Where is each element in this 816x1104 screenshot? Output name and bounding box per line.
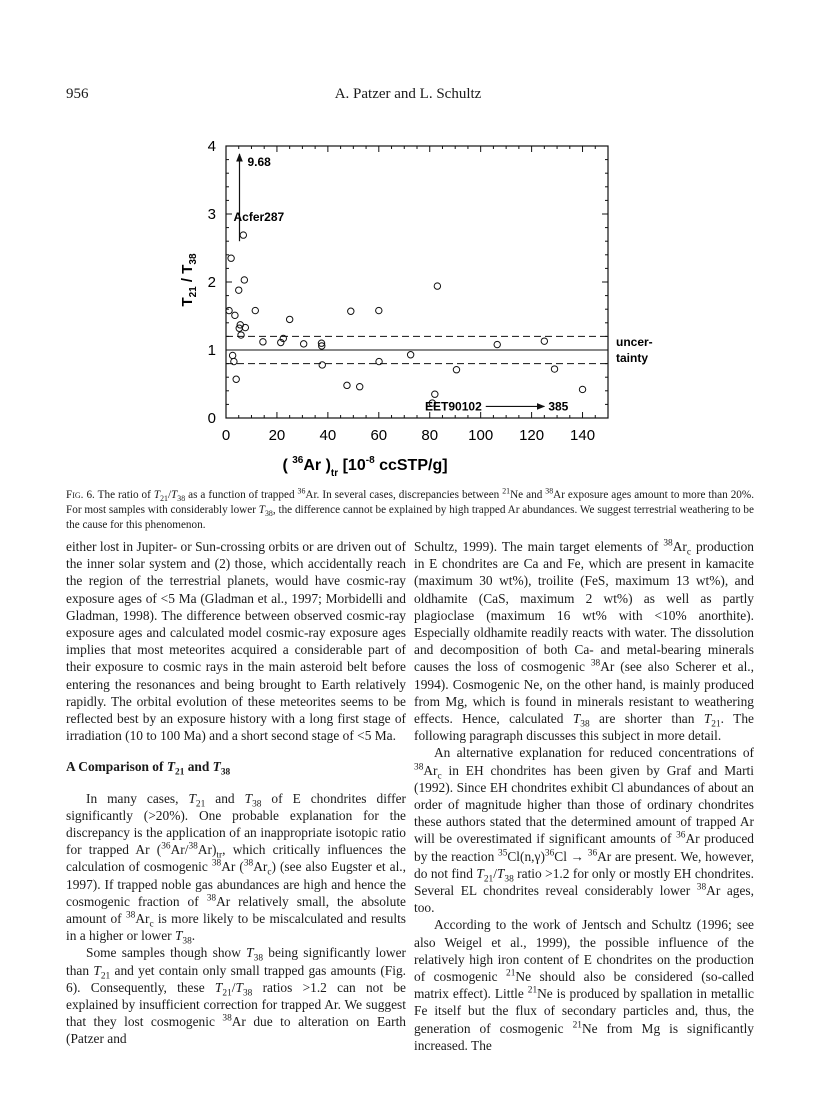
y-label-sep: / T [179, 264, 196, 287]
y-label-sub-1: 21 [188, 286, 199, 298]
x-tick-label: 0 [221, 427, 231, 444]
data-point [241, 277, 247, 283]
x-label-main: Ar ) [303, 457, 331, 474]
data-point [231, 358, 237, 364]
figure-6-scatter-plot [160, 132, 680, 480]
y-label-main-1: T [179, 297, 196, 307]
data-point [228, 255, 234, 261]
uncertainty-label-2: tainty [616, 351, 649, 365]
x-tick-label: 140 [570, 427, 596, 444]
plot-frame [226, 146, 608, 418]
data-point [232, 312, 238, 318]
data-point [238, 332, 244, 338]
uncertainty-label-1: uncer- [616, 335, 653, 349]
eet90102-label: EET90102 [425, 399, 482, 414]
x-tick-label: 100 [468, 427, 494, 444]
x-tick-label: 80 [421, 427, 439, 444]
x-label-unit-b: ccSTP/g] [374, 457, 448, 474]
data-point [541, 338, 547, 344]
data-point [233, 376, 239, 382]
x-axis-label [282, 455, 447, 479]
data-point [348, 308, 354, 314]
data-point [242, 324, 248, 330]
x-label-sub: tr [330, 468, 339, 479]
left-column [66, 538, 406, 1048]
data-point [434, 283, 440, 289]
left-paragraph-1: either lost in Jupiter- or Sun-crossing orbits or are driven out of the inner solar system and (2) those, which accidentally reach the region of the terrestrial planets, would have cosmic-ray exposure ages of <5 Ma (Gladman et al., 1997; Morbidelli and Gladman, 1998). The difference between observed cosmic-ray exposure ages and calculated model cosmic-ray exposure ages implies that most meteorites acquired a considerable part of their exposure to cosmic rays in the main asteroid belt before entering the resonances and being brought to Earth relatively rapidly. The orbital evolution of these meteorites seems to be reflected best by an exposure history with a long first stage of irradiation (10 to 100 Ma) and a short second stage of <5 Ma. [66, 539, 406, 744]
y-label-sub-2: 38 [188, 253, 199, 265]
left-paragraph-3: Some samples though show $T_{38}$ being significantly lower than $T_{21}$ and yet contain only small trapped gas amounts (Fig. 6). Consequently, these $T_{21}/T_{38}$ ratios >1.2 can not be explained by insufficient correction for trapped Ar. We suggest that they lost cosmogenic $^{38}$Ar due to alteration on Earth (Patzer and [66, 945, 406, 1047]
acfer287-label: Acfer287 [233, 209, 285, 224]
data-point [376, 307, 382, 313]
data-point [319, 362, 325, 368]
data-point [252, 307, 258, 313]
y-tick-label: 1 [207, 342, 216, 359]
acfer287-value: 9.68 [247, 155, 271, 169]
data-point [260, 339, 266, 345]
data-point [432, 391, 438, 397]
right-paragraph-1: Schultz, 1999). The main target elements of $^{38}Ar_c$ production in E chondrites are Ca and Fe, which are present in kamacite (maximum 30 wt%), troilite (FeS, maximum 13 wt%), and oldhamite (CaS, maximum 2 wt%) as well as partly plagioclase (maximum 16 wt% with <10% anorthite). Especially oldhamite readily reacts with water. The dissolution and decomposition of both Ca- and metal-bearing minerals causes the loss of cosmogenic $^{38}$Ar (see also Scherer et al., 1994). Cosmogenic Ne, on the other hand, is mainly produced from Mg, which is found in minerals resistant to weathering effects. Hence, calculated $T_{38}$ are shorter than $T_{21}$. The following paragraph discusses this subject in more detail. [414, 538, 754, 744]
data-point [579, 386, 585, 392]
data-point [551, 366, 557, 372]
data-point [226, 307, 232, 313]
caption-fig-number: Fig. 6. [66, 489, 95, 501]
data-point [240, 232, 246, 238]
x-tick-label: 20 [268, 427, 286, 444]
right-paragraph-3: According to the work of Jentsch and Schultz (1996; see also Weigel et al., 1999), the possible influence of the relatively high iron content of E chondrites on the production of cosmogenic $^{21}$Ne should also be considered (so-called matrix effect). Little $^{21}$Ne is produced by spallation in metallic Fe itself but the flux of secondary particles and, thus, the generation of cosmogenic $^{21}$Ne from Mg is significantly increased. The [414, 917, 754, 1053]
running-title: A. Patzer and L. Schultz [334, 86, 482, 102]
data-point [236, 287, 242, 293]
page-header [0, 86, 816, 106]
data-point [453, 367, 459, 373]
eet90102-value: 385 [548, 399, 569, 414]
right-paragraph-2: An alternative explanation for reduced concentrations of $^{38}Ar_c$ in EH chondrites has been given by Graf and Marti (1992). Since EH chondrites exhibit Cl abundances of about an order of magnitude higher than those of ordinary chondrites these authors stated that the determined amount of trapped Ar will be overestimated if significant amounts of $^{36}$Ar produced by the reaction $^{35}Cl(n,\gamma)^{36}Cl \to ^{36}Ar$ are present. We, however, do not find $T_{21}/T_{38}$ ratio >1.2 for only or mostly EH chondrites. Several EL chondrites reveal considerably lower $^{38}$Ar ages, too. [414, 745, 754, 916]
right-column [414, 538, 754, 1054]
section-heading: A Comparison of $T_{21}$ and $T_{38}$ [66, 759, 231, 779]
y-tick-label: 2 [207, 274, 216, 291]
data-point [300, 341, 306, 347]
y-axis-label [179, 253, 199, 307]
data-point [376, 358, 382, 364]
y-tick-label: 0 [207, 410, 216, 427]
x-tick-label: 120 [519, 427, 545, 444]
page-number: 956 [66, 86, 89, 102]
data-point [286, 316, 292, 322]
data-point [407, 352, 413, 358]
x-label-prefix: ( [282, 457, 293, 474]
data-point [494, 341, 500, 347]
x-label-sup: 36 [292, 455, 304, 466]
data-point [357, 384, 363, 390]
y-tick-label: 4 [207, 138, 216, 155]
data-point [344, 382, 350, 388]
figure-caption: Fig. 6. The ratio of $T_{21}/T_{38}$ as a function of trapped $^{36}$Ar. In several cases, discrepancies between $^{21}$Ne and $^{38}$Ar exposure ages amount to more than 20%. For most samples with considerably lower $T_{38}$, the difference cannot be explained by high trapped Ar abundances. We suggest terrestrial weathering to be the cause for this phenomenon. [66, 486, 754, 531]
data-point [229, 352, 235, 358]
x-tick-label: 40 [319, 427, 337, 444]
x-label-unit-a: [10 [338, 457, 366, 474]
x-label-unit-sup: -8 [365, 455, 375, 466]
left-paragraph-2: In many cases, $T_{21}$ and $T_{38}$ of E chondrites differ significantly (>20%). One probable explanation for the discrepancy is the application of an inappropriate isotopic ratio for trapped Ar $(^{36}Ar/^{38}Ar)_{tr}$, which critically influences the calculation of cosmogenic $^{38}$Ar $(^{38}Ar_c)$ (see also Eugster et al., 1997). If trapped noble gas abundances are high and hence the cosmogenic fraction of $^{38}$Ar relatively small, the absolute amount of $^{38}Ar_c$ is more likely to be miscalculated and results in a higher or lower $T_{38}$. [66, 790, 406, 947]
x-tick-label: 60 [370, 427, 388, 444]
y-tick-label: 3 [207, 206, 216, 223]
